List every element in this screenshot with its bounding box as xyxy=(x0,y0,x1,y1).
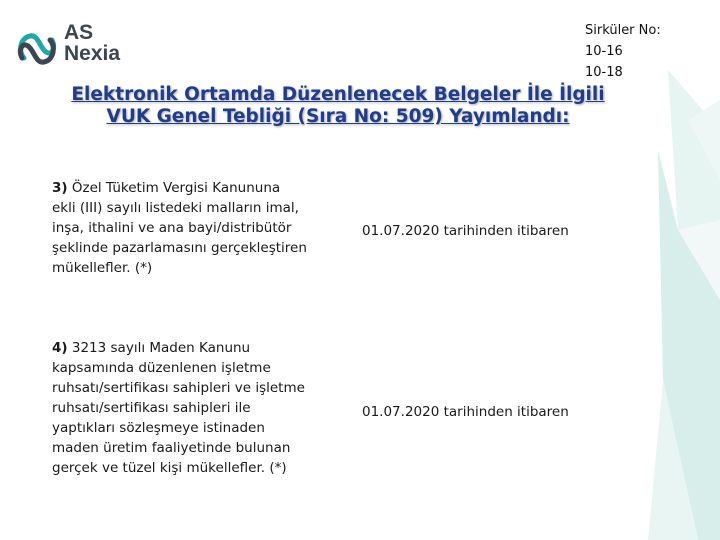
item-line xyxy=(52,338,352,358)
effective-date-4: 01.07.2020 tarihinden itibaren xyxy=(362,404,569,420)
item-line: yaptıkları sözleşmeye istinaden xyxy=(52,420,265,436)
page-title xyxy=(18,84,658,128)
circular-label: Sirküler No: xyxy=(585,23,661,38)
title-line-1: Elektronik Ortamda Düzenlenecek Belgeler İle İlgili xyxy=(71,84,605,105)
item-number: 4) xyxy=(52,340,68,356)
list-item-4 xyxy=(52,338,352,478)
item-line: kapsamında düzenlenen işletme xyxy=(52,360,271,376)
item-line: ruhsatı/sertifikası sahipleri ile xyxy=(52,400,251,416)
item-line: mükellefler. (*) xyxy=(52,260,153,276)
logo-line-2: Nexia xyxy=(64,42,121,65)
item-text: Özel Tüketim Vergisi Kanununa xyxy=(71,180,281,196)
logo-wordmark xyxy=(64,22,120,64)
list-item-3 xyxy=(52,178,352,278)
item-line xyxy=(52,178,352,198)
item-number: 3) xyxy=(52,180,68,196)
logo-line-1: AS xyxy=(64,21,94,44)
item-line: ekli (III) sayılı listedeki malların imal, xyxy=(52,200,299,216)
title-line-2: VUK Genel Tebliği (Sıra No: 509) Yayımlandı: xyxy=(106,106,570,127)
circular-number-block xyxy=(585,20,695,83)
item-text: 3213 sayılı Maden Kanunu xyxy=(71,340,251,356)
nexia-loop-icon xyxy=(16,28,58,70)
effective-date-3: 01.07.2020 tarihinden itibaren xyxy=(362,223,569,239)
item-line: şeklinde pazarlamasını gerçekleştiren xyxy=(52,240,307,256)
item-line: inşa, ithalini ve ana bayi/distribütör xyxy=(52,220,292,236)
circular-number: 10-16 xyxy=(585,44,623,59)
item-line: ruhsatı/sertifikası sahipleri ve işletme xyxy=(52,380,305,396)
item-line: gerçek ve tüzel kişi mükellefler. (*) xyxy=(52,460,287,476)
circular-number-secondary: 10-18 xyxy=(585,65,623,80)
as-nexia-logo xyxy=(16,22,136,72)
item-line: maden üretim faaliyetinde bulunan xyxy=(52,440,291,456)
